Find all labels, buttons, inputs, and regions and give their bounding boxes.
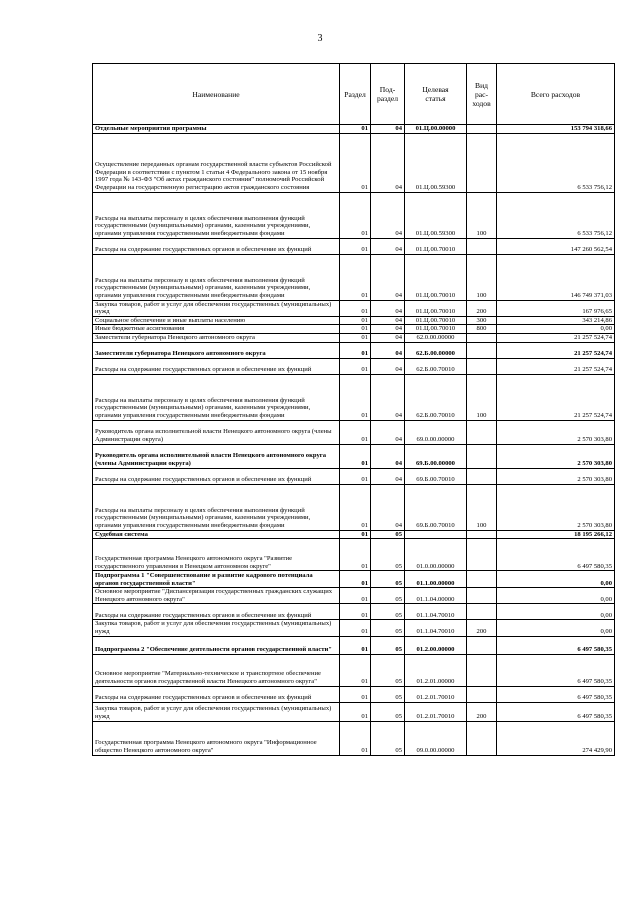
- row-subsection: 04: [371, 444, 405, 468]
- table-row: [93, 254, 615, 300]
- table-row: [93, 325, 615, 334]
- header-total: Всего расходов: [497, 64, 615, 125]
- row-name: Основное мероприятие "Материально-техническое и транспортное обеспечение деятельности органов государственной власти Ненецкого автономного округа": [93, 654, 340, 686]
- row-name: Подпрограмма 2 "Обеспечение деятельности органов государственной власти": [93, 636, 340, 654]
- row-target: 01.2.00.00000: [405, 636, 467, 654]
- row-subsection: 05: [371, 686, 405, 702]
- row-section: 01: [340, 316, 371, 325]
- row-kind: 200: [467, 300, 497, 316]
- table-row: [93, 420, 615, 444]
- row-target: 69.Б.00.70010: [405, 468, 467, 484]
- row-subsection: 05: [371, 604, 405, 620]
- row-name: Иные бюджетные ассигнования: [93, 325, 340, 334]
- table-row: [93, 468, 615, 484]
- row-kind: [467, 686, 497, 702]
- row-total: 21 257 524,74: [497, 358, 615, 374]
- row-target: 01.1.04.70010: [405, 604, 467, 620]
- row-kind: [467, 530, 497, 539]
- row-target: 01.Ц.00.59300: [405, 192, 467, 238]
- row-target: 01.1.04.70010: [405, 620, 467, 636]
- row-subsection: 04: [371, 374, 405, 420]
- row-kind: [467, 539, 497, 571]
- row-total: 6 497 580,35: [497, 702, 615, 721]
- row-target: [405, 530, 467, 539]
- row-total: 18 195 266,12: [497, 530, 615, 539]
- row-section: 01: [340, 192, 371, 238]
- row-target: 69.Б.00.70010: [405, 484, 467, 530]
- table-row: [93, 686, 615, 702]
- row-name: Расходы на выплаты персоналу в целях обеспечения выполнения функций государственными (муниципальными) органами, казенными учреждениями, органами управления государственными внебюджетными фондами: [93, 484, 340, 530]
- row-name: Социальное обеспечение и иные выплаты населению: [93, 316, 340, 325]
- row-kind: 100: [467, 192, 497, 238]
- row-kind: 800: [467, 325, 497, 334]
- row-kind: 100: [467, 484, 497, 530]
- row-name: Закупка товаров, работ и услуг для обеспечения государственных (муниципальных) нужд: [93, 702, 340, 721]
- row-target: 62.Б.00.70010: [405, 358, 467, 374]
- row-kind: [467, 444, 497, 468]
- row-section: 01: [340, 133, 371, 192]
- row-section: 01: [340, 300, 371, 316]
- row-section: 01: [340, 254, 371, 300]
- row-section: 01: [340, 654, 371, 686]
- row-total: 274 429,90: [497, 721, 615, 755]
- row-total: 153 794 318,66: [497, 125, 615, 134]
- row-subsection: 04: [371, 238, 405, 254]
- row-target: 01.Ц.00.70010: [405, 316, 467, 325]
- table-row: [93, 125, 615, 134]
- table-row: [93, 358, 615, 374]
- row-kind: [467, 654, 497, 686]
- row-section: 01: [340, 539, 371, 571]
- row-kind: [467, 238, 497, 254]
- row-name: Государственная программа Ненецкого автономного округа "Информационное общество Ненецкого автономного округа": [93, 721, 340, 755]
- row-total: 21 257 524,74: [497, 374, 615, 420]
- row-subsection: 05: [371, 620, 405, 636]
- row-total: 21 257 524,74: [497, 333, 615, 342]
- table-row: [93, 444, 615, 468]
- row-name: Руководитель органа исполнительной власти Ненецкого автономного округа (члены Администрации округа): [93, 444, 340, 468]
- table-row: [93, 374, 615, 420]
- row-name: Заместители губернатора Ненецкого автономного округа: [93, 333, 340, 342]
- row-subsection: 05: [371, 588, 405, 604]
- row-kind: [467, 342, 497, 358]
- row-kind: [467, 358, 497, 374]
- row-total: 167 976,65: [497, 300, 615, 316]
- row-subsection: 04: [371, 133, 405, 192]
- row-subsection: 04: [371, 342, 405, 358]
- row-target: 01.Ц.00.70010: [405, 300, 467, 316]
- table-row: [93, 530, 615, 539]
- row-name: Государственная программа Ненецкого автономного округа "Развитие государственного управления в Ненецком автономном округе": [93, 539, 340, 571]
- row-subsection: 04: [371, 192, 405, 238]
- header-subsection: Под- раздел: [371, 64, 405, 125]
- row-total: 0,00: [497, 620, 615, 636]
- row-subsection: 05: [371, 702, 405, 721]
- row-total: 0,00: [497, 604, 615, 620]
- row-section: 01: [340, 702, 371, 721]
- row-target: 01.Ц.00.59300: [405, 133, 467, 192]
- table-row: [93, 620, 615, 636]
- table-row: [93, 342, 615, 358]
- row-target: 01.2.01.70010: [405, 686, 467, 702]
- table-row: [93, 636, 615, 654]
- row-name: Расходы на содержание государственных органов и обеспечение их функций: [93, 686, 340, 702]
- row-kind: [467, 636, 497, 654]
- row-subsection: 05: [371, 571, 405, 588]
- header-section: Раздел: [340, 64, 371, 125]
- row-target: 01.Ц.00.00000: [405, 125, 467, 134]
- row-subsection: 04: [371, 316, 405, 325]
- row-total: 0,00: [497, 325, 615, 334]
- row-target: 62.0.00.00000: [405, 333, 467, 342]
- row-name: Расходы на выплаты персоналу в целях обеспечения выполнения функций государственными (муниципальными) органами, казенными учреждениями, органами управления государственными внебюджетными фондами: [93, 374, 340, 420]
- row-name: Расходы на содержание государственных органов и обеспечение их функций: [93, 358, 340, 374]
- row-subsection: 05: [371, 721, 405, 755]
- row-total: 2 570 303,80: [497, 468, 615, 484]
- row-total: 6 533 756,12: [497, 133, 615, 192]
- row-target: 01.0.00.00000: [405, 539, 467, 571]
- row-kind: [467, 468, 497, 484]
- row-name: Руководитель органа исполнительной власти Ненецкого автономного округа (члены Администрации округа): [93, 420, 340, 444]
- row-section: 01: [340, 420, 371, 444]
- row-total: 2 570 303,80: [497, 420, 615, 444]
- row-subsection: 04: [371, 468, 405, 484]
- row-section: 01: [340, 333, 371, 342]
- table-row: [93, 702, 615, 721]
- row-total: 2 570 303,80: [497, 484, 615, 530]
- row-total: 2 570 303,80: [497, 444, 615, 468]
- row-target: 01.Ц.00.70010: [405, 238, 467, 254]
- header-kind: Вид рас- ходов: [467, 64, 497, 125]
- table-row: [93, 133, 615, 192]
- row-name: Основное мероприятие "Диспансеризация государственных гражданских служащих Ненецкого автономного округа": [93, 588, 340, 604]
- row-subsection: 04: [371, 484, 405, 530]
- row-target: 62.Б.00.70010: [405, 374, 467, 420]
- row-total: 21 257 524,74: [497, 342, 615, 358]
- row-target: 01.Ц.00.70010: [405, 325, 467, 334]
- row-kind: 100: [467, 374, 497, 420]
- row-subsection: 04: [371, 254, 405, 300]
- row-total: 6 497 580,35: [497, 636, 615, 654]
- table-row: [93, 721, 615, 755]
- row-subsection: 05: [371, 539, 405, 571]
- row-subsection: 04: [371, 333, 405, 342]
- row-section: 01: [340, 620, 371, 636]
- row-kind: [467, 125, 497, 134]
- row-section: 01: [340, 636, 371, 654]
- row-name: Расходы на содержание государственных органов и обеспечение их функций: [93, 238, 340, 254]
- row-kind: [467, 721, 497, 755]
- row-name: Расходы на выплаты персоналу в целях обеспечения выполнения функций государственными (муниципальными) органами, казенными учреждениями, органами управления государственными внебюджетными фондами: [93, 254, 340, 300]
- row-subsection: 05: [371, 654, 405, 686]
- row-subsection: 04: [371, 325, 405, 334]
- row-kind: 300: [467, 316, 497, 325]
- row-subsection: 04: [371, 420, 405, 444]
- row-total: 0,00: [497, 588, 615, 604]
- row-section: 01: [340, 374, 371, 420]
- table-row: [93, 192, 615, 238]
- table-row: [93, 588, 615, 604]
- row-name: Расходы на содержание государственных органов и обеспечение их функций: [93, 468, 340, 484]
- row-kind: [467, 604, 497, 620]
- row-section: 01: [340, 530, 371, 539]
- row-target: 01.2.01.00000: [405, 654, 467, 686]
- row-name: Судебная система: [93, 530, 340, 539]
- budget-table: [92, 63, 615, 756]
- row-kind: 200: [467, 702, 497, 721]
- row-target: 01.Ц.00.70010: [405, 254, 467, 300]
- row-name: Осуществление переданных органам государственной власти субъектов Российской Федерации в соответствии с пунктом 1 статьи 4 Федерального закона от 15 ноября 1997 года № 143-ФЗ "Об актах гражданского состояния" полномочий Российской Федерации на государственную регистрацию актов гражданского состояния: [93, 133, 340, 192]
- row-section: 01: [340, 588, 371, 604]
- table-row: [93, 484, 615, 530]
- row-section: 01: [340, 238, 371, 254]
- row-total: 0,00: [497, 571, 615, 588]
- row-target: 01.1.04.00000: [405, 588, 467, 604]
- row-kind: 200: [467, 620, 497, 636]
- row-name: Расходы на содержание государственных органов и обеспечение их функций: [93, 604, 340, 620]
- row-name: Подпрограмма 1 "Совершенствование и развитие кадрового потенциала органов государственной власти": [93, 571, 340, 588]
- row-target: 62.Б.00.00000: [405, 342, 467, 358]
- page-number: 3: [317, 33, 323, 44]
- table-row: [93, 316, 615, 325]
- row-total: 6 497 580,35: [497, 686, 615, 702]
- row-kind: [467, 420, 497, 444]
- row-kind: [467, 588, 497, 604]
- row-name: Расходы на выплаты персоналу в целях обеспечения выполнения функций государственными (муниципальными) органами, казенными учреждениями, органами управления государственными внебюджетными фондами: [93, 192, 340, 238]
- table-row: [93, 238, 615, 254]
- row-target: 69.0.00.00000: [405, 420, 467, 444]
- table-row: [93, 571, 615, 588]
- row-section: 01: [340, 358, 371, 374]
- row-section: 01: [340, 604, 371, 620]
- row-section: 01: [340, 444, 371, 468]
- table-row: [93, 654, 615, 686]
- row-kind: 100: [467, 254, 497, 300]
- row-target: 09.0.00.00000: [405, 721, 467, 755]
- row-section: 01: [340, 686, 371, 702]
- row-subsection: 04: [371, 358, 405, 374]
- row-kind: [467, 571, 497, 588]
- row-subsection: 04: [371, 300, 405, 316]
- row-kind: [467, 333, 497, 342]
- row-section: 01: [340, 468, 371, 484]
- row-section: 01: [340, 325, 371, 334]
- row-section: 01: [340, 721, 371, 755]
- row-section: 01: [340, 342, 371, 358]
- row-kind: [467, 133, 497, 192]
- row-subsection: 05: [371, 636, 405, 654]
- table-row: [93, 300, 615, 316]
- row-section: 01: [340, 484, 371, 530]
- row-total: 6 497 580,35: [497, 539, 615, 571]
- row-section: 01: [340, 571, 371, 588]
- row-name: Закупка товаров, работ и услуг для обеспечения государственных (муниципальных) нужд: [93, 300, 340, 316]
- row-section: 01: [340, 125, 371, 134]
- row-name: Отдельные мероприятия программы: [93, 125, 340, 134]
- row-name: Заместители губернатора Ненецкого автономного округа: [93, 342, 340, 358]
- row-name: Закупка товаров, работ и услуг для обеспечения государственных (муниципальных) нужд: [93, 620, 340, 636]
- row-subsection: 04: [371, 125, 405, 134]
- row-target: 69.Б.00.00000: [405, 444, 467, 468]
- row-subsection: 05: [371, 530, 405, 539]
- row-target: 01.1.00.00000: [405, 571, 467, 588]
- header-name: Наименование: [93, 64, 340, 125]
- row-total: 146 749 371,03: [497, 254, 615, 300]
- table-row: [93, 539, 615, 571]
- row-total: 6 497 580,35: [497, 654, 615, 686]
- table-header-row: [93, 64, 615, 125]
- table-row: [93, 604, 615, 620]
- row-total: 343 214,86: [497, 316, 615, 325]
- header-target: Целевая статья: [405, 64, 467, 125]
- table-row: [93, 333, 615, 342]
- row-total: 6 533 756,12: [497, 192, 615, 238]
- row-total: 147 260 562,54: [497, 238, 615, 254]
- row-target: 01.2.01.70010: [405, 702, 467, 721]
